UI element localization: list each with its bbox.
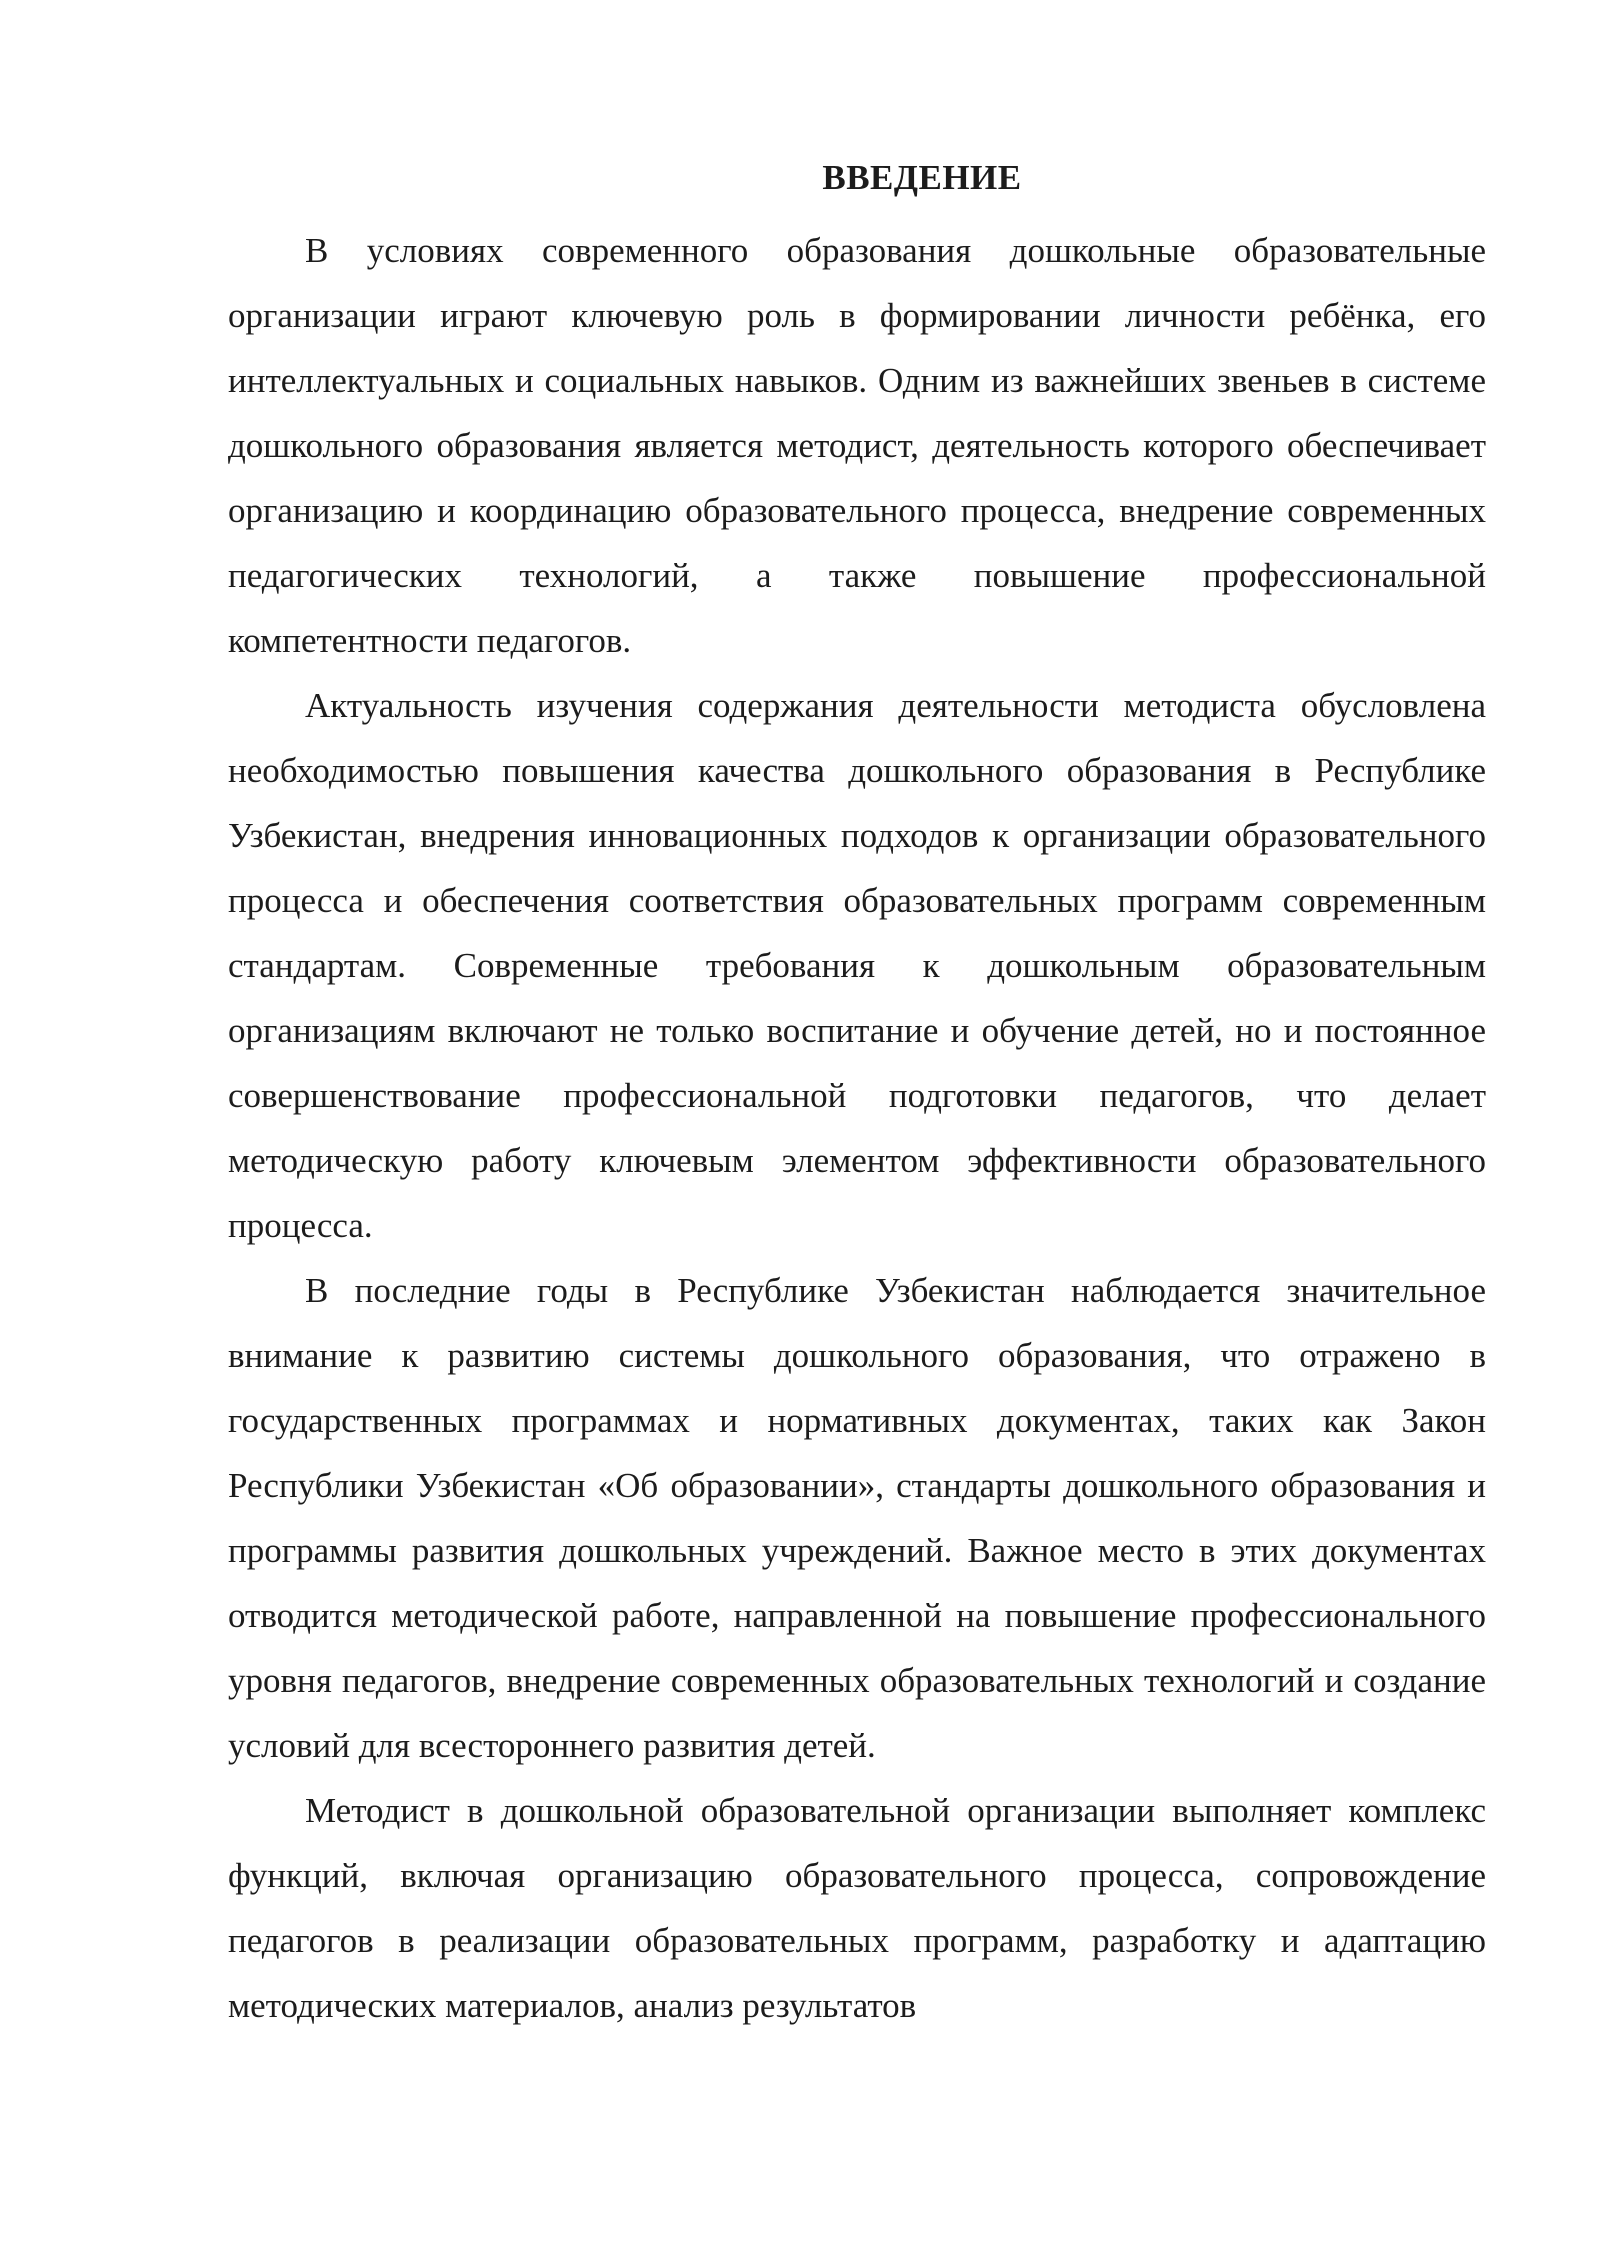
paragraph-2: Актуальность изучения содержания деятельности методиста обусловлена необходимостью повышения качества дошкольного образования в Республике Узбекистан, внедрения инновационных подходов к организации образовательного процесса и обеспечения соответствия образовательных программ современным стандартам. Современные требования к дошкольным образовательным организациям включают не только воспитание и обучение детей, но и постоянное совершенствование профессиональной подготовки педагогов, что делает методическую работу ключевым элементом эффективности образовательного процесса. <box>228 686 1486 1245</box>
paragraph-3: В последние годы в Республике Узбекистан наблюдается значительное внимание к развитию системы дошкольного образования, что отражено в государственных программах и нормативных документах, таких как Закон Республики Узбекистан «Об образовании», стандарты дошкольного образования и программы развития дошкольных учреждений. Важное место в этих документах отводится методической работе, направленной на повышение профессионального уровня педагогов, внедрение современных образовательных технологий и создание условий для всестороннего развития детей. <box>228 1271 1486 1765</box>
paragraph-4: Методист в дошкольной образовательной организации выполняет комплекс функций, включая организацию образовательного процесса, сопровождение педагогов в реализации образовательных программ, разработку и адаптацию методических материалов, анализ результатов <box>228 1791 1486 2025</box>
paragraph-1: В условиях современного образования дошкольные образовательные организации играют ключевую роль в формировании личности ребёнка, его интеллектуальных и социальных навыков. Одним из важнейших звеньев в системе дошкольного образования является методист, деятельность которого обеспечивает организацию и координацию образовательного процесса, внедрение современных педагогических технологий, а также повышение профессиональной компетентности педагогов. <box>228 231 1486 660</box>
document-heading: ВВЕДЕНИЕ <box>822 158 1022 197</box>
document-body <box>228 152 1486 2038</box>
